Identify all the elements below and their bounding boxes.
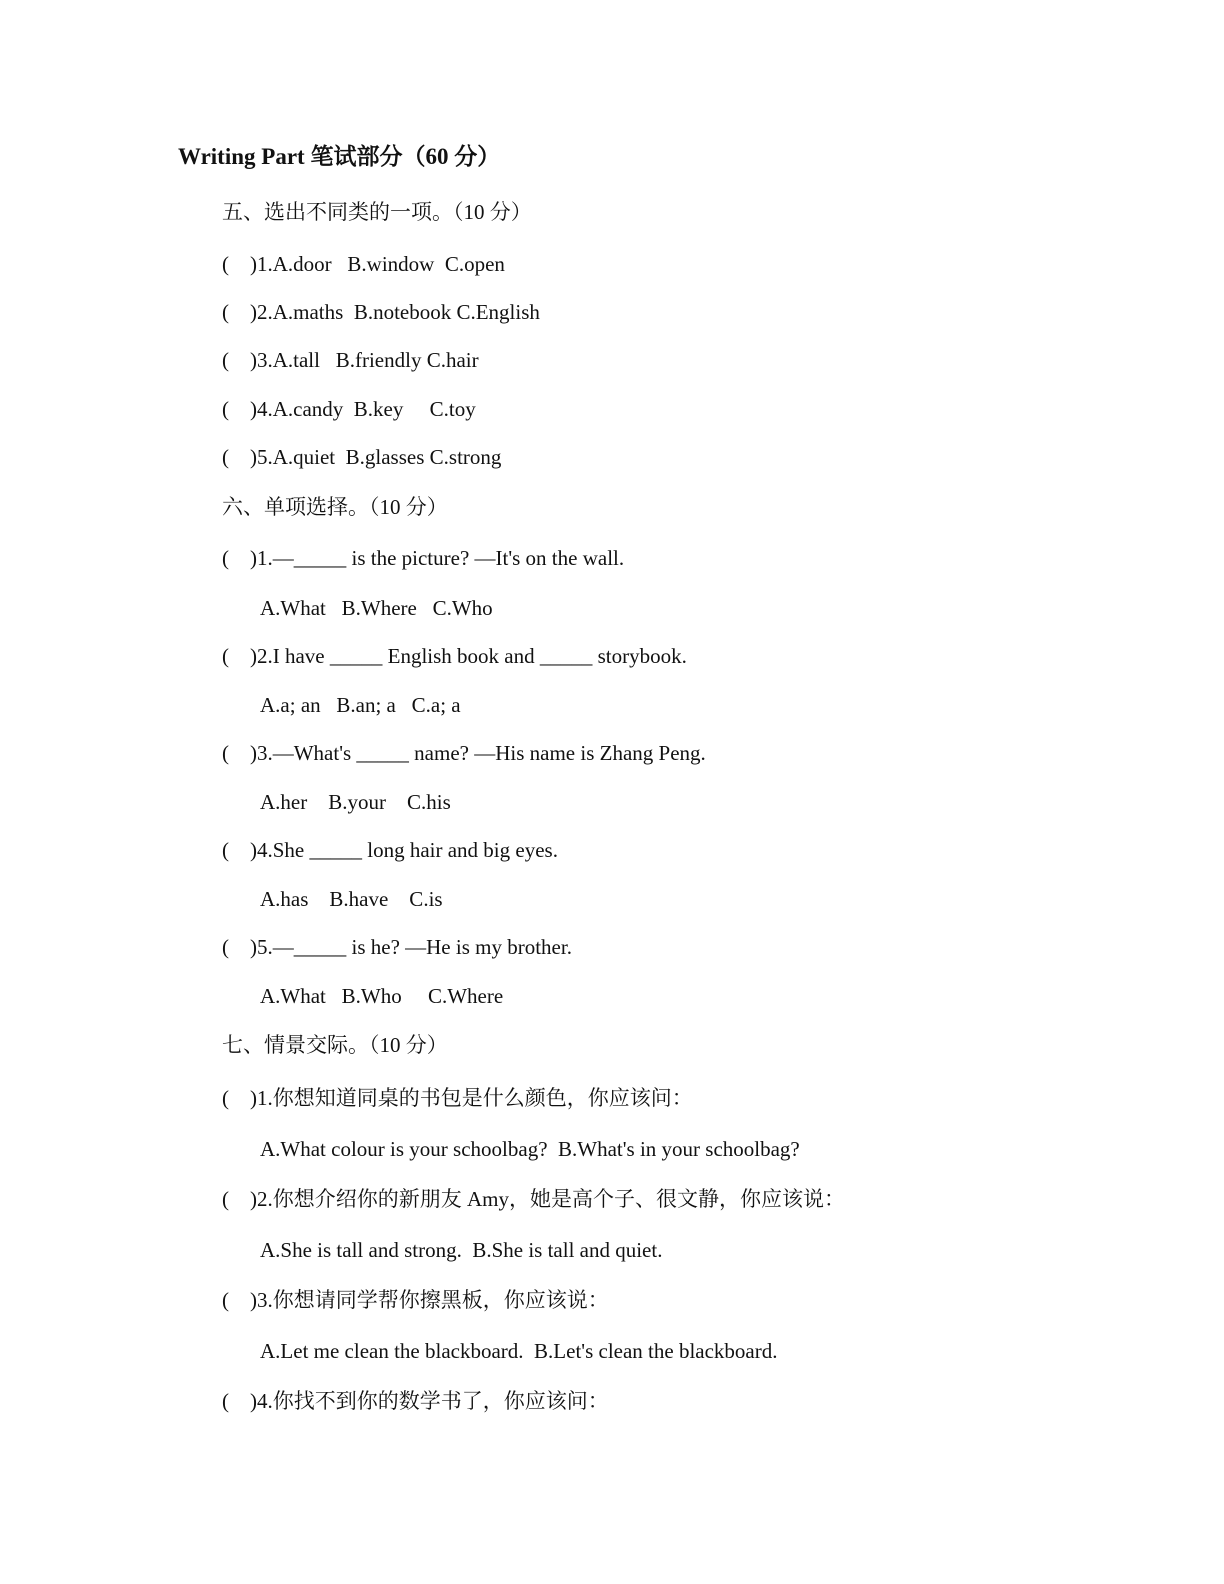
page-title: Writing Part 笔试部分（60 分） (178, 144, 501, 169)
section-7-options-3: A.Let me clean the blackboard. B.Let's clean the blackboard. (260, 1339, 778, 1363)
section-7-question-3: ( )3.你想请同学帮你擦黑板，你应该说： (222, 1288, 609, 1312)
section-7-question-2: ( )2.你想介绍你的新朋友 Amy，她是高个子、很文静，你应该说： (222, 1187, 845, 1211)
section-5-item-1: ( )1.A.door B.window C.open (222, 252, 505, 276)
section-6-question-3: ( )3.—What's _____ name? —His name is Zhang Peng. (222, 741, 706, 765)
section-6-options-2: A.a; an B.an; a C.a; a (260, 693, 461, 717)
section-5-item-2: ( )2.A.maths B.notebook C.English (222, 300, 540, 324)
section-5-item-4: ( )4.A.candy B.key C.toy (222, 397, 476, 421)
section-6-heading: 六、单项选择。（10 分） (222, 495, 448, 519)
section-7-options-1: A.What colour is your schoolbag? B.What's in your schoolbag? (260, 1137, 800, 1161)
section-7-question-4: ( )4.你找不到你的数学书了，你应该问： (222, 1389, 609, 1413)
section-7-options-2: A.She is tall and strong. B.She is tall and quiet. (260, 1238, 663, 1262)
section-6-options-5: A.What B.Who C.Where (260, 984, 504, 1008)
section-5-item-3: ( )3.A.tall B.friendly C.hair (222, 348, 479, 372)
section-6-question-2: ( )2.I have _____ English book and _____ storybook. (222, 644, 687, 668)
section-5-heading: 五、选出不同类的一项。（10 分） (222, 200, 532, 224)
section-6-question-1: ( )1.—_____ is the picture? —It's on the wall. (222, 546, 625, 570)
section-6-question-5: ( )5.—_____ is he? —He is my brother. (222, 935, 572, 959)
section-6-options-1: A.What B.Where C.Who (260, 596, 493, 620)
section-7-question-1: ( )1.你想知道同桌的书包是什么颜色，你应该问： (222, 1086, 693, 1110)
section-6-question-4: ( )4.She _____ long hair and big eyes. (222, 838, 558, 862)
section-7-heading: 七、情景交际。（10 分） (222, 1033, 448, 1057)
section-5-item-5: ( )5.A.quiet B.glasses C.strong (222, 445, 502, 469)
section-6-options-4: A.has B.have C.is (260, 887, 443, 911)
section-6-options-3: A.her B.your C.his (260, 790, 451, 814)
